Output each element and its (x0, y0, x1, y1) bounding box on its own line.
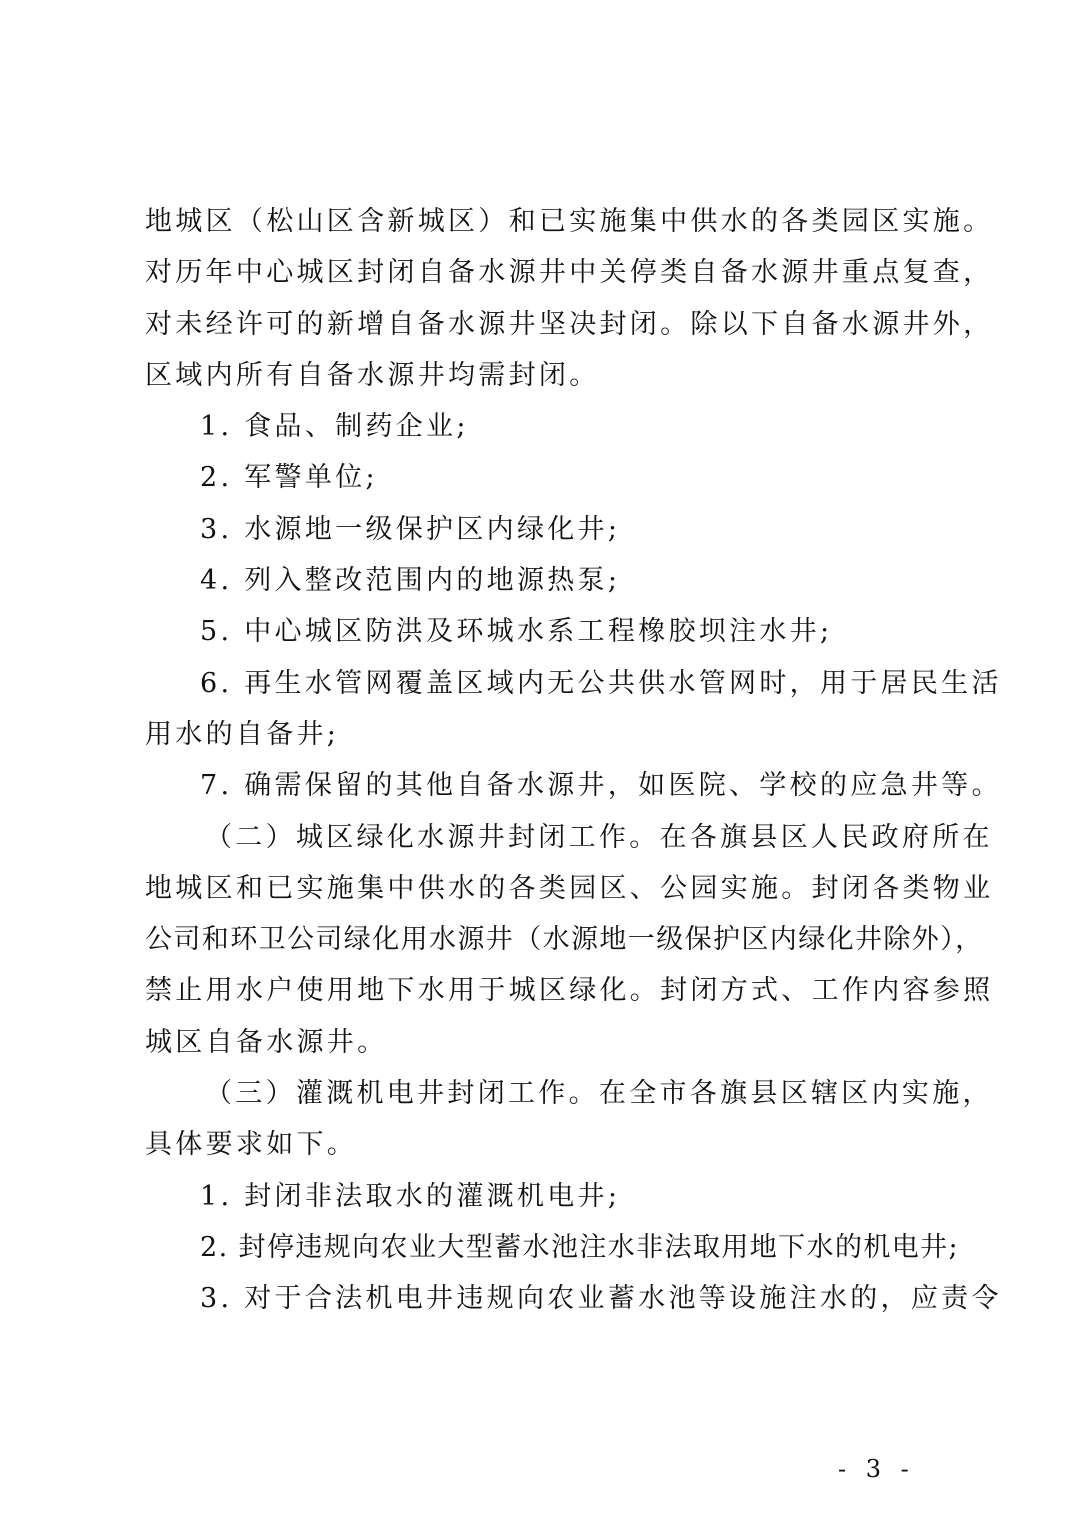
section-heading: （二）城区绿化水源井封闭工作。在各旗县区人民政府所在 (205, 821, 993, 853)
list-item: 3. 对于合法机电井违规向农业蓄水池等设施注水的，应责令 (200, 1283, 1002, 1315)
list-item: 7. 确需保留的其他自备水源井，如医院、学校的应急井等。 (200, 770, 1002, 802)
text-line: 地城区（松山区含新城区）和已实施集中供水的各类园区实施。 (145, 206, 994, 237)
text-line: 城区自备水源井。 (145, 1026, 388, 1058)
section-heading: （三）灌溉机电井封闭工作。在全市各旗县区辖区内实施， (205, 1078, 993, 1110)
page-number: - 3 - (838, 1455, 915, 1483)
text-line: 用水的自备井; (145, 718, 340, 750)
list-item: 2. 封停违规向农业大型蓄水池注水非法取用地下水的机电井; (200, 1231, 960, 1263)
text-line: 具体要求如下。 (145, 1129, 358, 1161)
text-line: 区域内所有自备水源井均需封闭。 (145, 359, 600, 391)
text-line: 地城区和已实施集中供水的各类园区、公园实施。封闭各类物业 (145, 872, 994, 904)
list-item: 5. 中心城区防洪及环城水系工程橡胶坝注水井; (200, 616, 833, 648)
text-line: 公司和环卫公司绿化用水源井（水源地一级保护区内绿化井除外）， (145, 924, 984, 956)
document-body (145, 196, 1002, 1325)
text-line: 禁止用水户使用地下水用于城区绿化。封闭方式、工作内容参照 (145, 975, 994, 1007)
list-item: 2. 军警单位; (200, 462, 378, 494)
list-item: 1. 封闭非法取水的灌溉机电井; (200, 1180, 621, 1212)
text-line: 对历年中心城区封闭自备水源井中关停类自备水源井重点复查， (145, 257, 994, 289)
text-line: 对未经许可的新增自备水源井坚决封闭。除以下自备水源井外， (145, 308, 994, 340)
list-item: 1. 食品、制药企业; (200, 411, 469, 443)
list-item: 6. 再生水管网覆盖区域内无公共供水管网时，用于居民生活 (200, 667, 1002, 699)
list-item: 4. 列入整改范围内的地源热泵; (200, 565, 621, 597)
list-item: 3. 水源地一级保护区内绿化井; (200, 513, 621, 545)
